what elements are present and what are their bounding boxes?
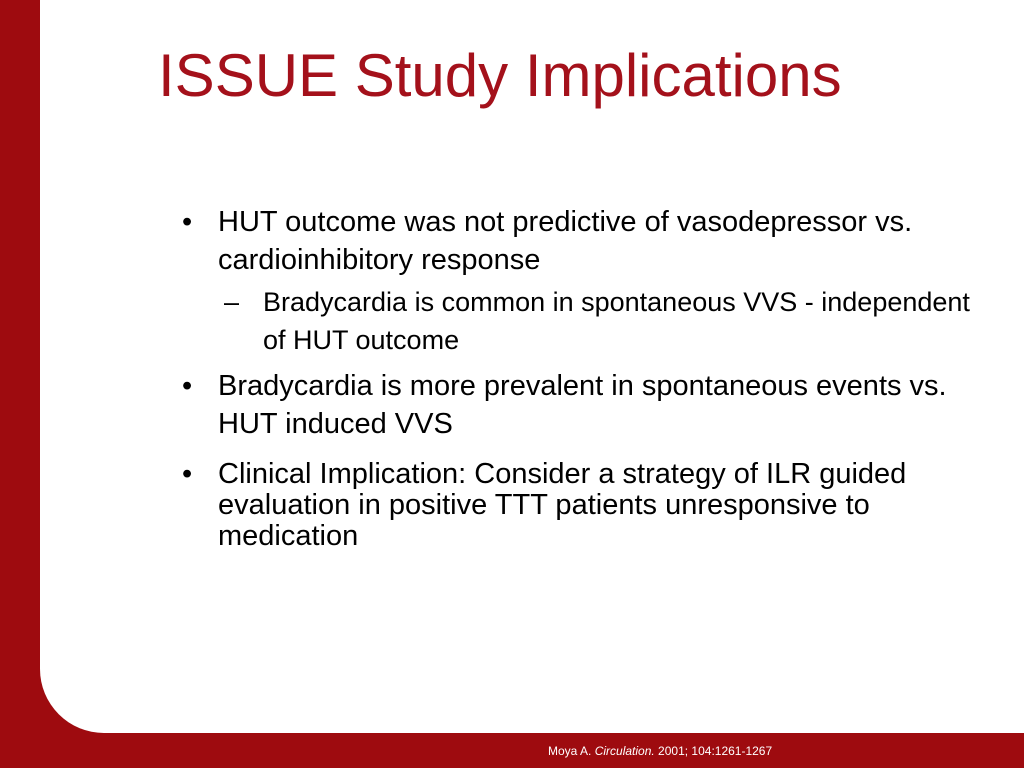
sub-bullet-marker: – [224,287,240,317]
bullet-marker: • [182,206,193,238]
bullet-text: Clinical Implication: Consider a strategy of ILR guided evaluation in positive TTT patients unresponsive to medication [218,458,907,552]
bullet-marker: • [182,458,193,490]
bullet-item-1 [180,203,980,359]
sub-bullet-list [218,283,980,359]
sub-bullet-text: Bradycardia is common in spontaneous VVS - independent of HUT outcome [263,287,970,355]
bullet-text: HUT outcome was not predictive of vasodepressor vs. cardioinhibitory response [218,206,913,276]
bullet-item-3 [180,459,980,552]
citation-details: 2001; 104:1261-1267 [654,744,773,758]
citation-journal: Circulation. [594,744,655,758]
sub-bullet-item-1 [218,283,980,359]
bullet-item-2 [180,367,980,443]
citation-footer [548,744,772,758]
bullet-text: Bradycardia is more prevalent in spontaneous events vs. HUT induced VVS [218,370,947,440]
slide-title: ISSUE Study Implications [158,42,842,109]
bullet-list [180,203,980,552]
bullet-marker: • [182,370,193,402]
citation-author: Moya A. [548,744,595,758]
